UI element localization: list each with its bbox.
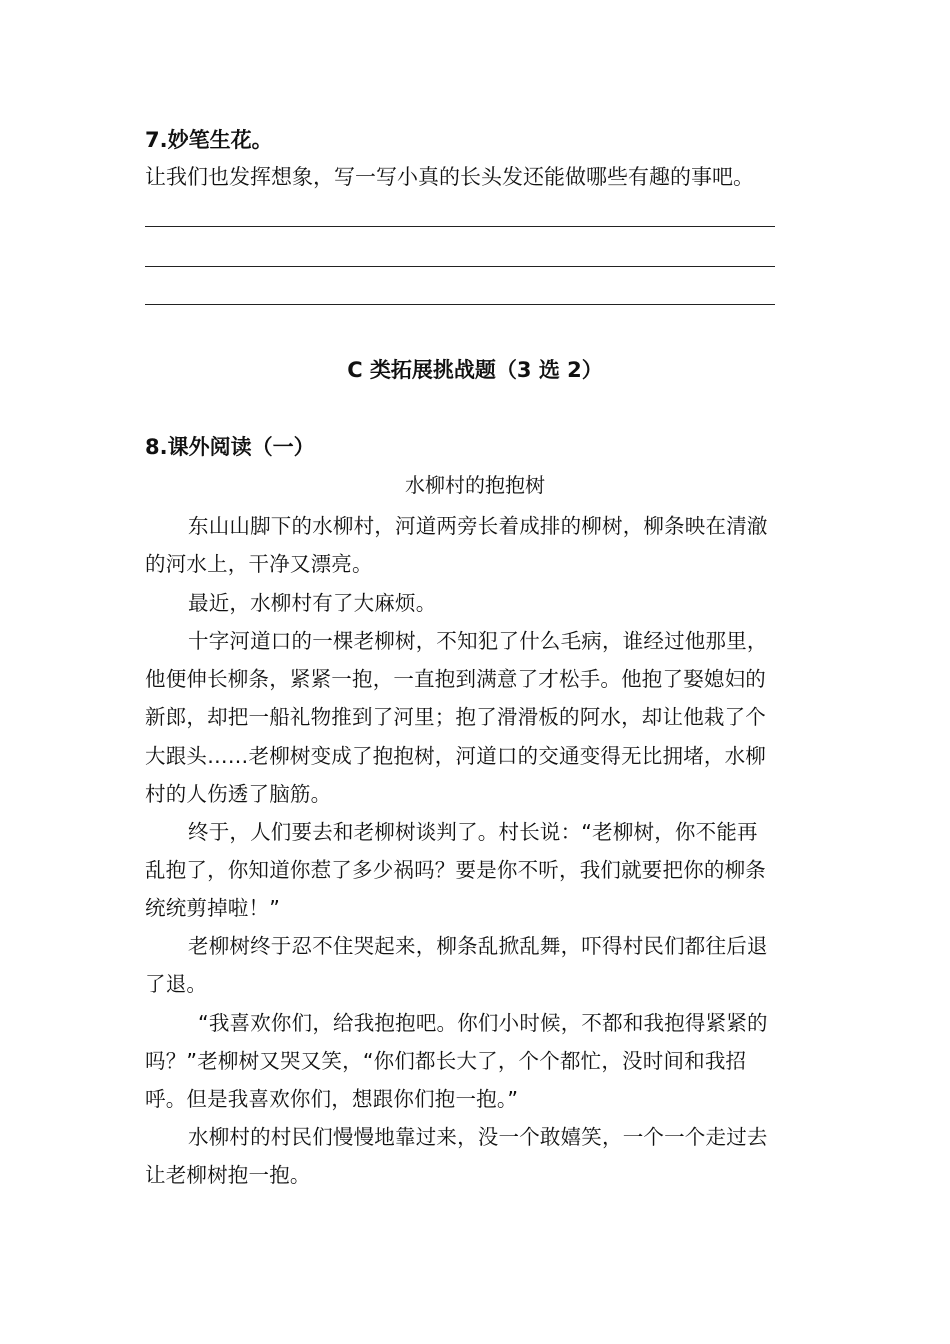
story-line: 统统剪掉啦！”	[145, 896, 281, 920]
answer-line[interactable]	[145, 266, 775, 267]
story-line: 乱抱了，你知道你惹了多少祸吗？要是你不听，我们就要把你的柳条	[145, 858, 766, 882]
story-line: 十字河道口的一棵老柳树，不知犯了什么毛病，谁经过他那里，	[188, 629, 768, 653]
story-line: 呼。但是我喜欢你们，想跟你们抱一抱。”	[145, 1087, 519, 1111]
story-line: 终于，人们要去和老柳树谈判了。村长说：“老柳树，你不能再	[188, 820, 758, 844]
story-line: 了退。	[145, 972, 208, 996]
story-line: 的河水上，干净又漂亮。	[145, 552, 373, 576]
story-line: 他便伸长柳条，紧紧一抱，一直抱到满意了才松手。他抱了娶媳妇的	[145, 667, 766, 691]
story-line: 最近，水柳村有了大麻烦。	[188, 591, 437, 615]
story-line: 老柳树终于忍不住哭起来，柳条乱掀乱舞，吓得村民们都往后退	[188, 934, 768, 958]
question-7-title: 7.妙笔生花。	[145, 128, 273, 152]
story-line: 村的人伤透了脑筋。	[145, 782, 332, 806]
story-line: 让老柳树抱一抱。	[145, 1163, 311, 1187]
story-line: 新郎，却把一船礼物推到了河里；抱了滑滑板的阿水，却让他栽了个	[145, 705, 766, 729]
story-line: 水柳村的村民们慢慢地靠过来，没一个敢嬉笑，一个一个走过去	[188, 1125, 768, 1149]
answer-line[interactable]	[145, 226, 775, 227]
story-line: 东山山脚下的水柳村，河道两旁长着成排的柳树，柳条映在清澈	[188, 514, 768, 538]
answer-line[interactable]	[145, 304, 775, 305]
story-line: 吗？”老柳树又哭又笑，“你们都长大了，个个都忙，没时间和我招	[145, 1049, 747, 1073]
question-7-prompt: 让我们也发挥想象，写一写小真的长头发还能做哪些有趣的事吧。	[145, 165, 754, 189]
section-c-heading: C 类拓展挑战题（3 选 2）	[347, 358, 603, 382]
story-line: “我喜欢你们，给我抱抱吧。你们小时候，不都和我抱得紧紧的	[198, 1011, 768, 1035]
question-8-title: 8.课外阅读（一）	[145, 435, 315, 459]
story-title: 水柳村的抱抱树	[405, 473, 545, 497]
story-line: 大跟头……老柳树变成了抱抱树，河道口的交通变得无比拥堵，水柳	[145, 744, 766, 768]
